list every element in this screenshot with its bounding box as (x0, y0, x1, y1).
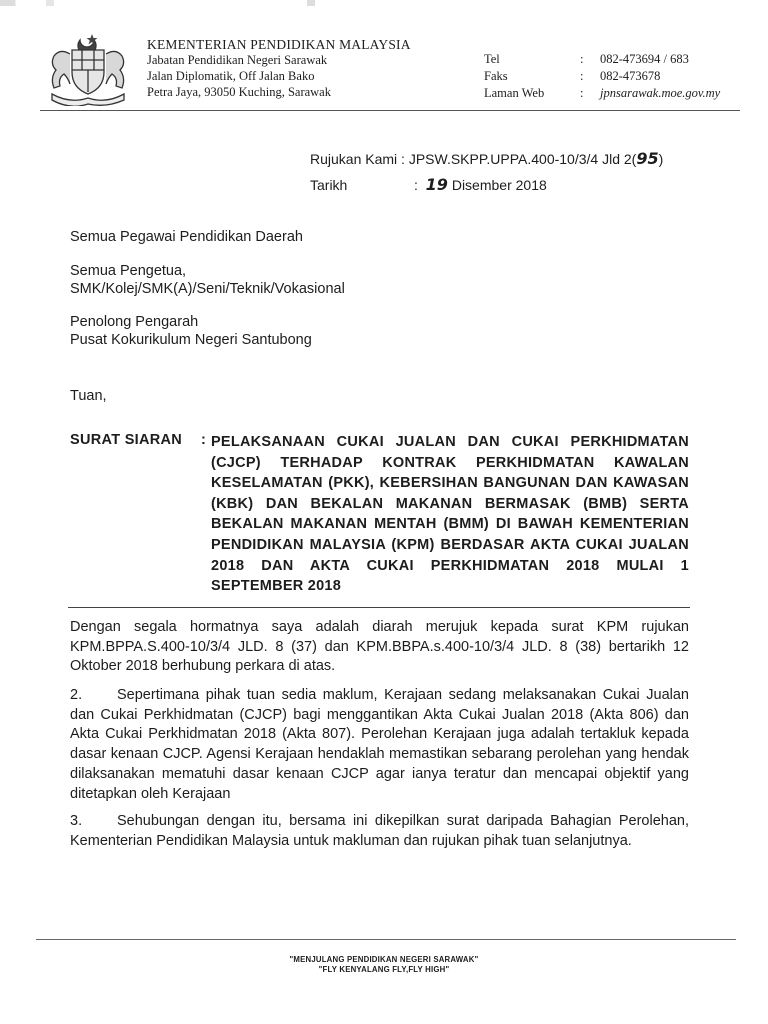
ministry-address (147, 37, 411, 100)
address-line-1: Jabatan Pendidikan Negeri Sarawak (147, 53, 328, 67)
reference-date: Tarikh : 19 Disember 2018 (310, 172, 663, 198)
subject-colon: : (201, 432, 206, 448)
salutation: Tuan, (70, 388, 107, 404)
recipient-1: Semua Pegawai Pendidikan Daerah (70, 229, 303, 245)
paragraph-2: 2. Sepertimana pihak tuan sedia maklum, Kerajaan sedang melaksanakan Cukai Jualan dan Cukai Perkhidmatan (CJCP) bagi menggantikan Akta Cukai Jualan 2018 (Akta 806) dan Akta Cukai Perkhidmatan 2018 (Akta 807). Perolehan Kerajaan juga adalah tertakluk kepada dasar kenaan CJCP. Agensi Kerajaan hendaklah memastikan sebarang perolehan yang hendak dilaksanakan mematuhi dasar kenaan CJCP agar ianya teratur dan mencapai objektif yang ditetapkan oleh Kerajaan (70, 687, 689, 802)
contact-tel: Tel : 082-473694 / 683 (484, 52, 689, 66)
scan-artifact (0, 0, 768, 6)
malaysia-coat-of-arms-icon (40, 30, 136, 106)
paragraph-number: 3. (70, 813, 83, 829)
contact-fax: Faks : 082-473678 (484, 69, 661, 83)
paragraph-1: Dengan segala hormatnya saya adalah diarah merujuk kepada surat KPM rujukan KPM.BPPA.S.400-10/3/4 JLD. 8 (37) dan KPM.BBPA.s.400-10/3/4 JLD. 8 (38) bertarikh 12 Oktober 2018 berhubung perkara di atas. (70, 619, 689, 675)
footer-motto: "MENJULANG PENDIDIKAN NEGERI SARAWAK" "FLY KENYALANG FLY,FLY HIGH" (289, 955, 479, 974)
paragraph-number: 2. (70, 687, 83, 703)
subject-text: PELAKSANAAN CUKAI JUALAN DAN CUKAI PERKHIDMATAN (CJCP) TERHADAP KONTRAK PERKHIDMATAN KAWALAN KESELAMATAN (PKK), KEBERSIHAN BANGUNAN DAN KAWASAN (KBK) DAN BEKALAN MAKANAN BERMASAK (BMB) SERTA BEKALAN MAKANAN MENTAH (BMM) DI BAWAH KEMENTERIAN PENDIDIKAN MALAYSIA (KPM) BERDASAR AKTA CUKAI JUALAN 2018 DAN AKTA CUKAI PERKHIDMATAN 2018 MULAI 1 SEPTEMBER 2018 (211, 434, 689, 595)
subject-divider (68, 607, 690, 608)
paragraph-3: 3. Sehubungan dengan itu, bersama ini dikepilkan surat daripada Bahagian Perolehan, Kementerian Pendidikan Malaysia untuk makluman dan rujukan pihak tuan selanjutnya. (70, 813, 689, 849)
subject-label: SURAT SIARAN (70, 432, 183, 448)
footer-divider (36, 939, 736, 940)
reference-number: Rujukan Kami : JPSW.SKPP.UPPA.400-10/3/4 Jld 2( 95 ) (310, 146, 663, 172)
website-link[interactable]: jpnsarawak.moe.gov.my (600, 86, 721, 100)
contact-website: Laman Web : jpnsarawak.moe.gov.my (484, 86, 721, 100)
recipient-2: Semua Pengetua, SMK/Kolej/SMK(A)/Seni/Teknik/Vokasional (70, 263, 345, 297)
address-line-3: Petra Jaya, 93050 Kuching, Sarawak (147, 85, 331, 99)
handwritten-ref-number: 95 (636, 149, 659, 168)
contact-info (484, 51, 720, 102)
header-divider (40, 110, 740, 111)
address-line-2: Jalan Diplomatik, Off Jalan Bako (147, 69, 315, 83)
recipient-3: Penolong Pengarah Pusat Kokurikulum Negeri Santubong (70, 314, 312, 348)
handwritten-date-day: 19 (425, 175, 448, 194)
ministry-name: KEMENTERIAN PENDIDIKAN MALAYSIA (147, 37, 411, 52)
reference-block (310, 146, 663, 198)
